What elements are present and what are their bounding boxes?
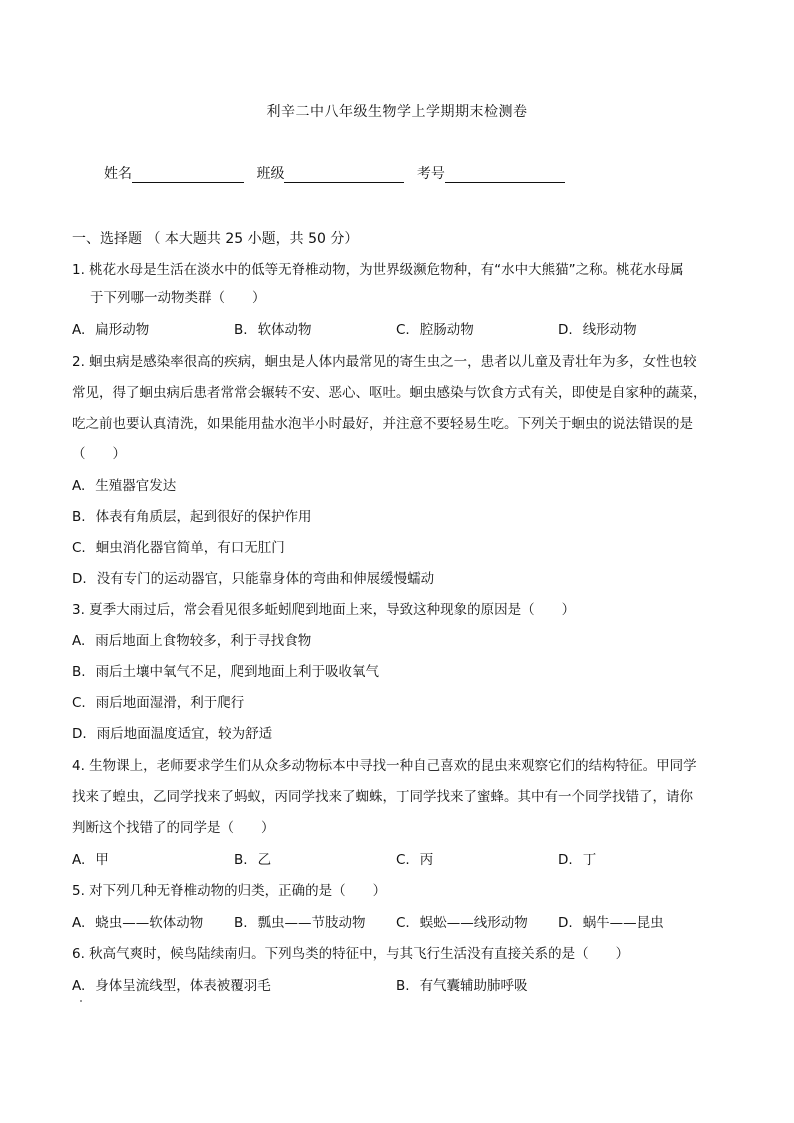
question-4-options bbox=[72, 850, 712, 870]
question-5-options bbox=[72, 913, 712, 933]
question-2-line-4: （ ） bbox=[72, 446, 126, 462]
option-b[interactable]: B. 软体动物 bbox=[234, 322, 312, 338]
question-3-option-c[interactable]: C. 雨后地面湿滑，利于爬行 bbox=[72, 695, 245, 711]
stray-mark bbox=[80, 1000, 82, 1002]
section-heading: 一、选择题 （ 本大题共 25 小题，共 50 分） bbox=[72, 231, 359, 247]
option-d[interactable]: D. 线形动物 bbox=[558, 322, 637, 338]
option-a[interactable]: A. 蛲虫——软体动物 bbox=[72, 915, 204, 931]
class-blank[interactable] bbox=[284, 166, 404, 183]
question-4-line-1: 4. 生物课上，老师要求学生们从众多动物标本中寻找一种自己喜欢的昆虫来观察它们的结构特征。甲同学 bbox=[72, 758, 697, 774]
option-a[interactable]: A. 甲 bbox=[72, 852, 109, 868]
question-1-line-1: 1. 桃花水母是生活在淡水中的低等无脊椎动物，为世界级濒危物种，有“水中大熊猫”之称。桃花水母属 bbox=[72, 262, 684, 278]
question-4-line-2: 找来了蝗虫，乙同学找来了蚂蚁，丙同学找来了蜘蛛，丁同学找来了蜜蜂。其中有一个同学找错了，请你 bbox=[72, 789, 693, 805]
question-3-option-d[interactable]: D. 雨后地面温度适宜，较为舒适 bbox=[72, 726, 273, 742]
number-blank[interactable] bbox=[445, 166, 565, 183]
question-6-line-1: 6. 秋高气爽时，候鸟陆续南归。下列鸟类的特征中，与其飞行生活没有直接关系的是（ ） bbox=[72, 946, 630, 962]
option-b[interactable]: B. 有气囊辅助肺呼吸 bbox=[396, 978, 528, 994]
name-label: 姓名 bbox=[104, 166, 132, 182]
name-blank[interactable] bbox=[132, 166, 244, 183]
question-6-options bbox=[72, 976, 712, 996]
question-3-line-1: 3. 夏季大雨过后，常会看见很多蚯蚓爬到地面上来，导致这种现象的原因是（ ） bbox=[72, 602, 576, 618]
option-a[interactable]: A. 扁形动物 bbox=[72, 322, 150, 338]
question-2-line-2: 常见，得了蛔虫病后患者常常会辗转不安、恶心、呕吐。蛔虫感染与饮食方式有关，即使是自家种的蔬菜， bbox=[72, 385, 707, 401]
question-2-option-a[interactable]: A. 生殖器官发达 bbox=[72, 478, 177, 494]
option-d[interactable]: D. 丁 bbox=[558, 852, 597, 868]
question-4-line-3: 判断这个找错了的同学是（ ） bbox=[72, 820, 275, 836]
question-3-option-a[interactable]: A. 雨后地面上食物较多，利于寻找食物 bbox=[72, 633, 312, 649]
number-label: 考号 bbox=[416, 166, 445, 182]
question-1-line-2: 于下列哪一动物类群（ ） bbox=[90, 290, 266, 306]
page-title: 利辛二中八年级生物学上学期期末检测卷 bbox=[266, 104, 528, 120]
option-c[interactable]: C. 丙 bbox=[396, 852, 434, 868]
question-2-option-c[interactable]: C. 蛔虫消化器官简单，有口无肛门 bbox=[72, 540, 285, 556]
option-c[interactable]: C. 蜈蚣——线形动物 bbox=[396, 915, 528, 931]
question-2-line-1: 2. 蛔虫病是感染率很高的疾病，蛔虫是人体内最常见的寄生虫之一，患者以儿童及青壮年为多，女性也较 bbox=[72, 354, 697, 370]
option-b[interactable]: B. 乙 bbox=[234, 852, 272, 868]
class-label: 班级 bbox=[256, 166, 285, 182]
question-3-option-b[interactable]: B. 雨后土壤中氧气不足，爬到地面上利于吸收氧气 bbox=[72, 664, 380, 680]
option-d[interactable]: D. 蜗牛——昆虫 bbox=[558, 915, 664, 931]
option-a[interactable]: A. 身体呈流线型，体表被覆羽毛 bbox=[72, 978, 271, 994]
question-2-option-b[interactable]: B. 体表有角质层，起到很好的保护作用 bbox=[72, 509, 312, 525]
question-1-options bbox=[72, 320, 712, 340]
question-5-line-1: 5. 对下列几种无脊椎动物的归类，正确的是（ ） bbox=[72, 883, 387, 899]
student-info-row bbox=[104, 163, 573, 183]
question-2-option-d[interactable]: D. 没有专门的运动器官，只能靠身体的弯曲和伸展缓慢蠕动 bbox=[72, 571, 435, 587]
question-2-line-3: 吃之前也要认真清洗，如果能用盐水泡半小时最好，并注意不要轻易生吃。下列关于蛔虫的说法错误的是 bbox=[72, 416, 693, 432]
option-c[interactable]: C. 腔肠动物 bbox=[396, 322, 474, 338]
option-b[interactable]: B. 瓢虫——节肢动物 bbox=[234, 915, 366, 931]
